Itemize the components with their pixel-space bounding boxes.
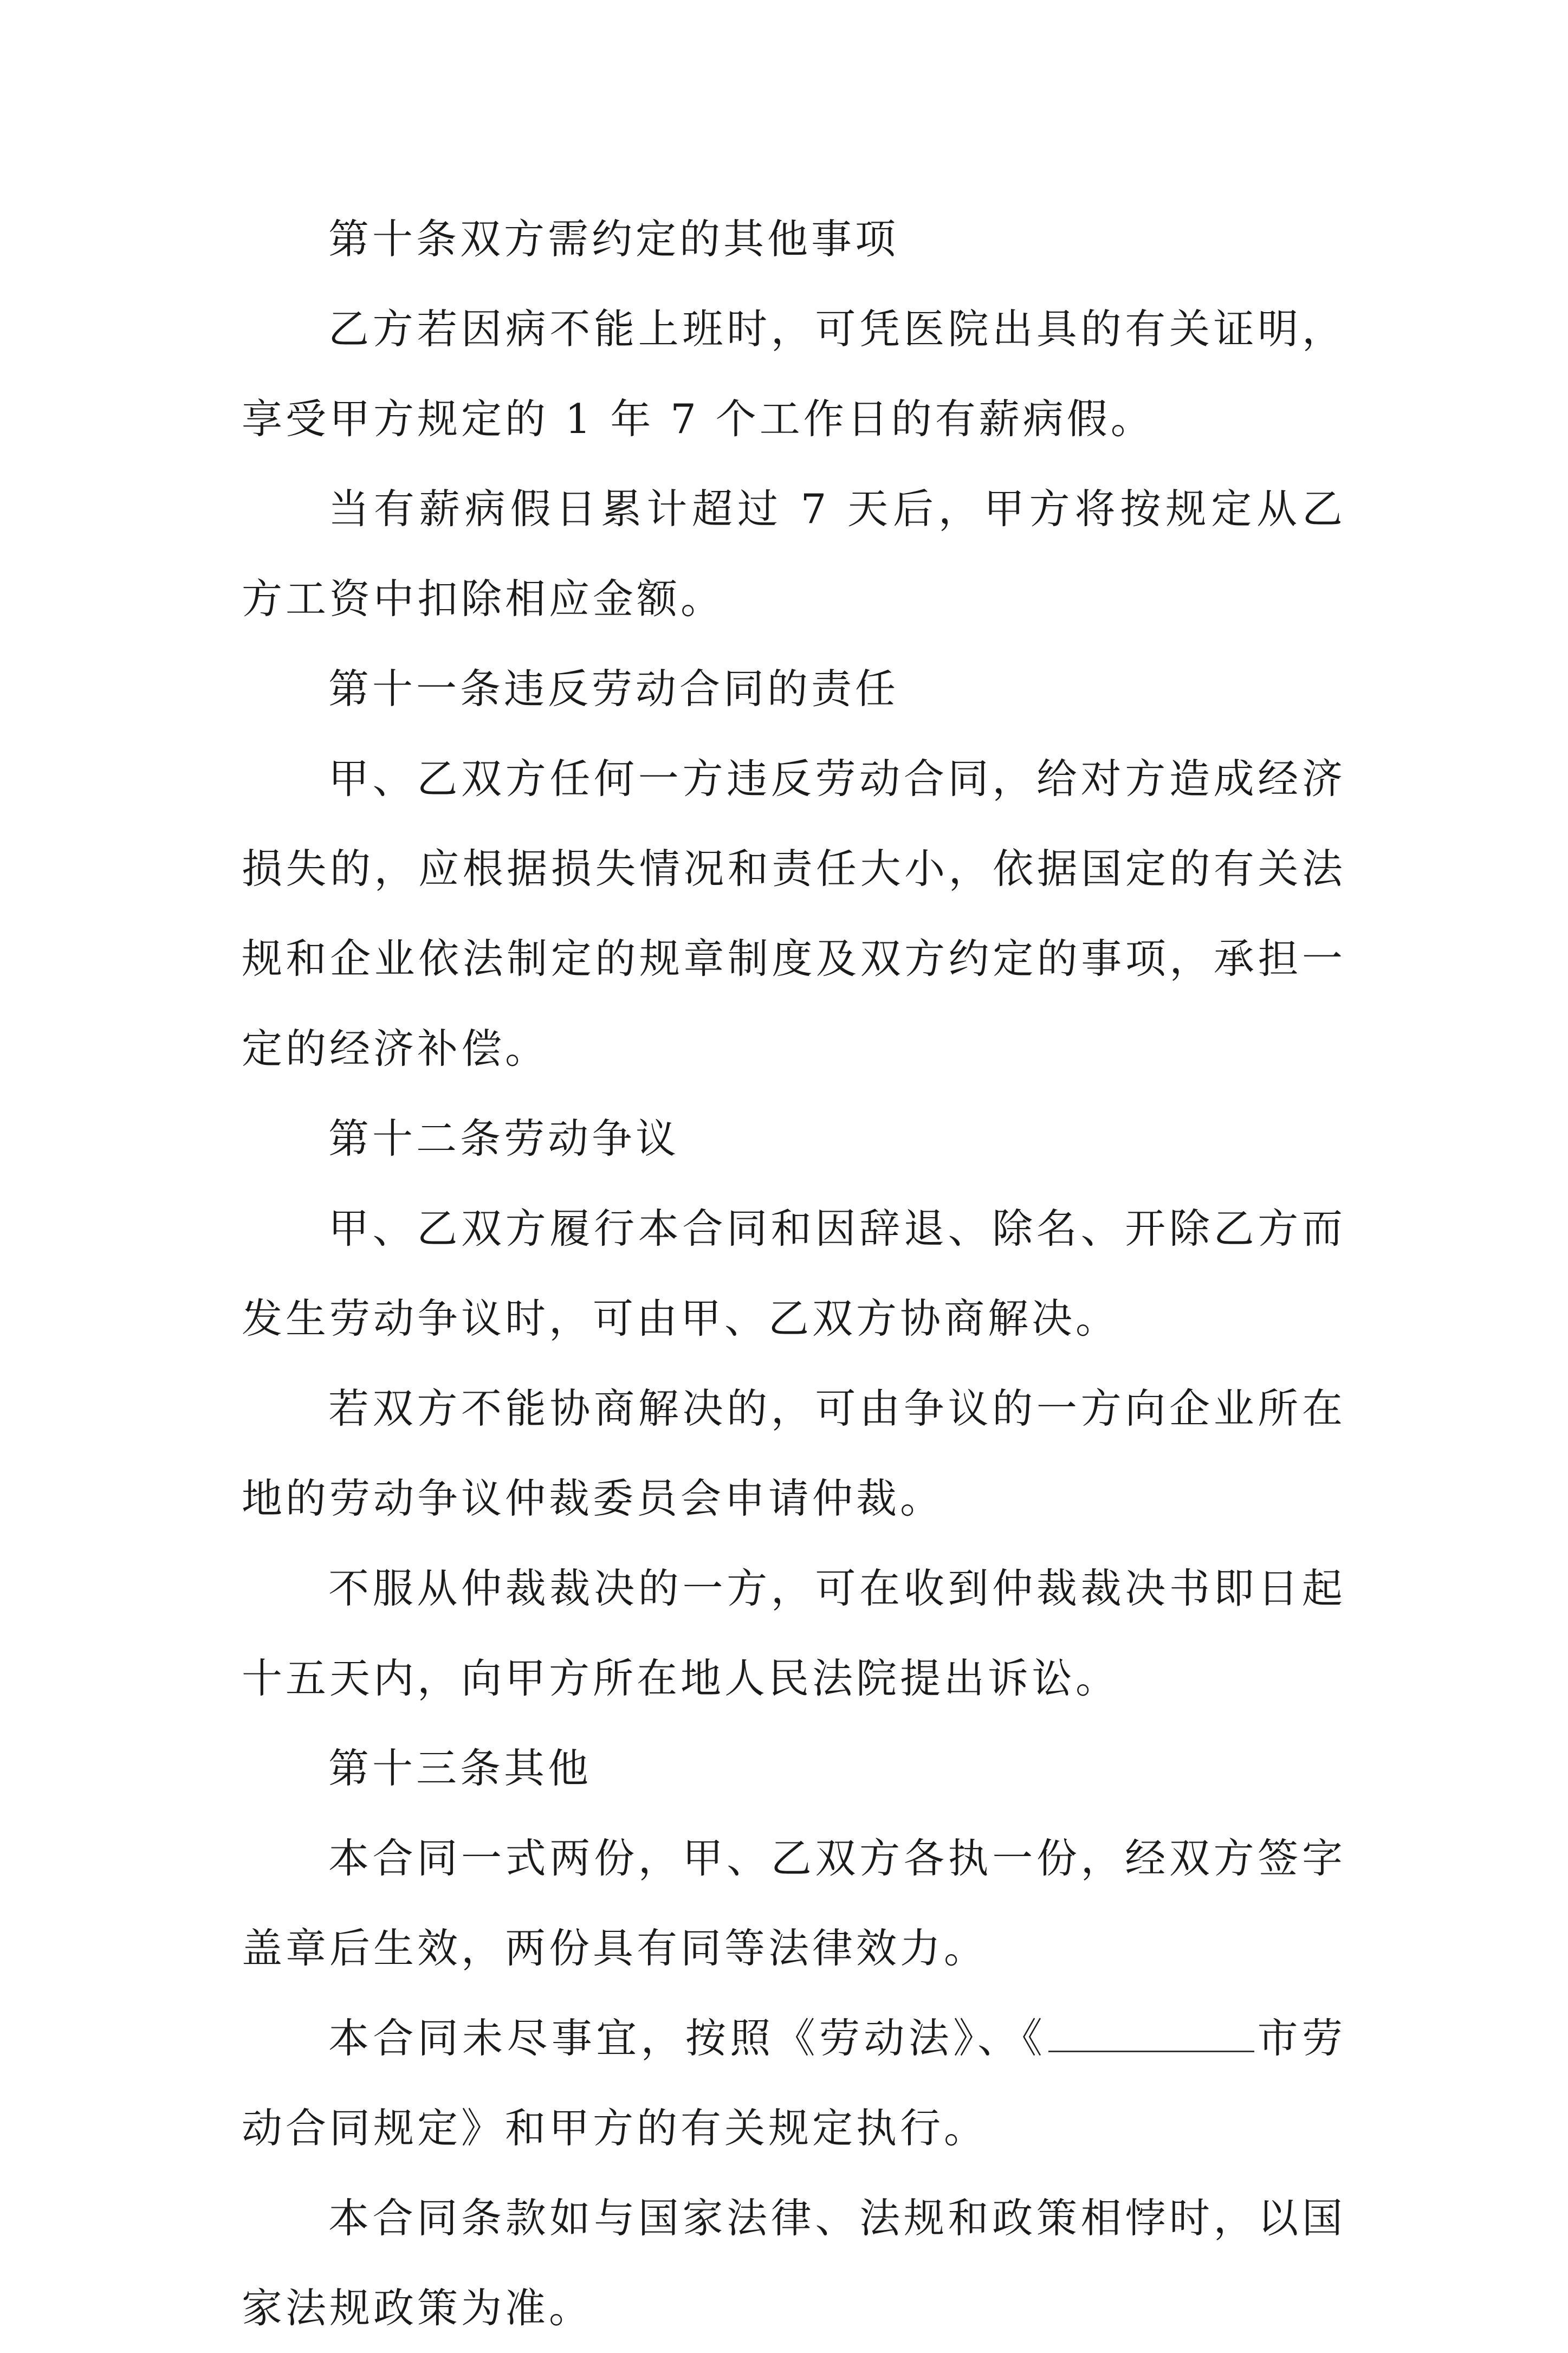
article-12-paragraph-2: 若双方不能协商解决的，可由争议的一方向企业所在地的劳动争议仲裁委员会申请仲裁。 xyxy=(242,1385,1346,1522)
article-10-paragraph-2: 当有薪病假日累计超过 7 天后，甲方将按规定从乙方工资中扣除相应金额。 xyxy=(242,485,1346,623)
article-13-paragraph-2-before: 本合同未尽事宜，按照《劳动法》、《 xyxy=(328,2014,1047,2062)
article-13-paragraph-2-after: 市劳动合同规定》和甲方的有关规定执行。 xyxy=(242,2014,1346,2152)
article-12-paragraph-1: 甲、乙双方履行本合同和因辞退、除名、开除乙方而发生劳动争议时，可由甲、乙双方协商解决。 xyxy=(242,1205,1346,1342)
article-13-paragraph-3: 本合同条款如与国家法律、法规和政策相悖时，以国家法规政策为准。 xyxy=(242,2194,1346,2332)
article-13-paragraph-1: 本合同一式两份，甲、乙双方各执一份，经双方签字盖章后生效，两份具有同等法律效力。 xyxy=(242,1834,1346,1972)
city-blank-line xyxy=(1048,2017,1254,2052)
article-12-heading: 第十二条劳动争议 xyxy=(328,1115,680,1162)
article-11-heading: 第十一条违反劳动合同的责任 xyxy=(328,665,899,713)
article-10-heading: 第十条双方需约定的其他事项 xyxy=(328,215,899,263)
article-13-paragraph-2 xyxy=(242,1993,1346,2173)
article-13-heading: 第十三条其他 xyxy=(328,1744,592,1792)
document-body xyxy=(242,194,1346,2353)
article-11-paragraph-1: 甲、乙双方任何一方违反劳动合同，给对方造成经济损失的，应根据损失情况和责任大小，依据国定的有关法规和企业依法制定的规章制度及双方约定的事项，承担一定的经济补偿。 xyxy=(242,755,1346,1072)
article-10-paragraph-1: 乙方若因病不能上班时，可凭医院出具的有关证明，享受甲方规定的 1 年 7 个工作日的有薪病假。 xyxy=(242,305,1346,443)
article-12-paragraph-3: 不服从仲裁裁决的一方，可在收到仲裁裁决书即日起十五天内，向甲方所在地人民法院提出诉讼。 xyxy=(242,1565,1346,1702)
